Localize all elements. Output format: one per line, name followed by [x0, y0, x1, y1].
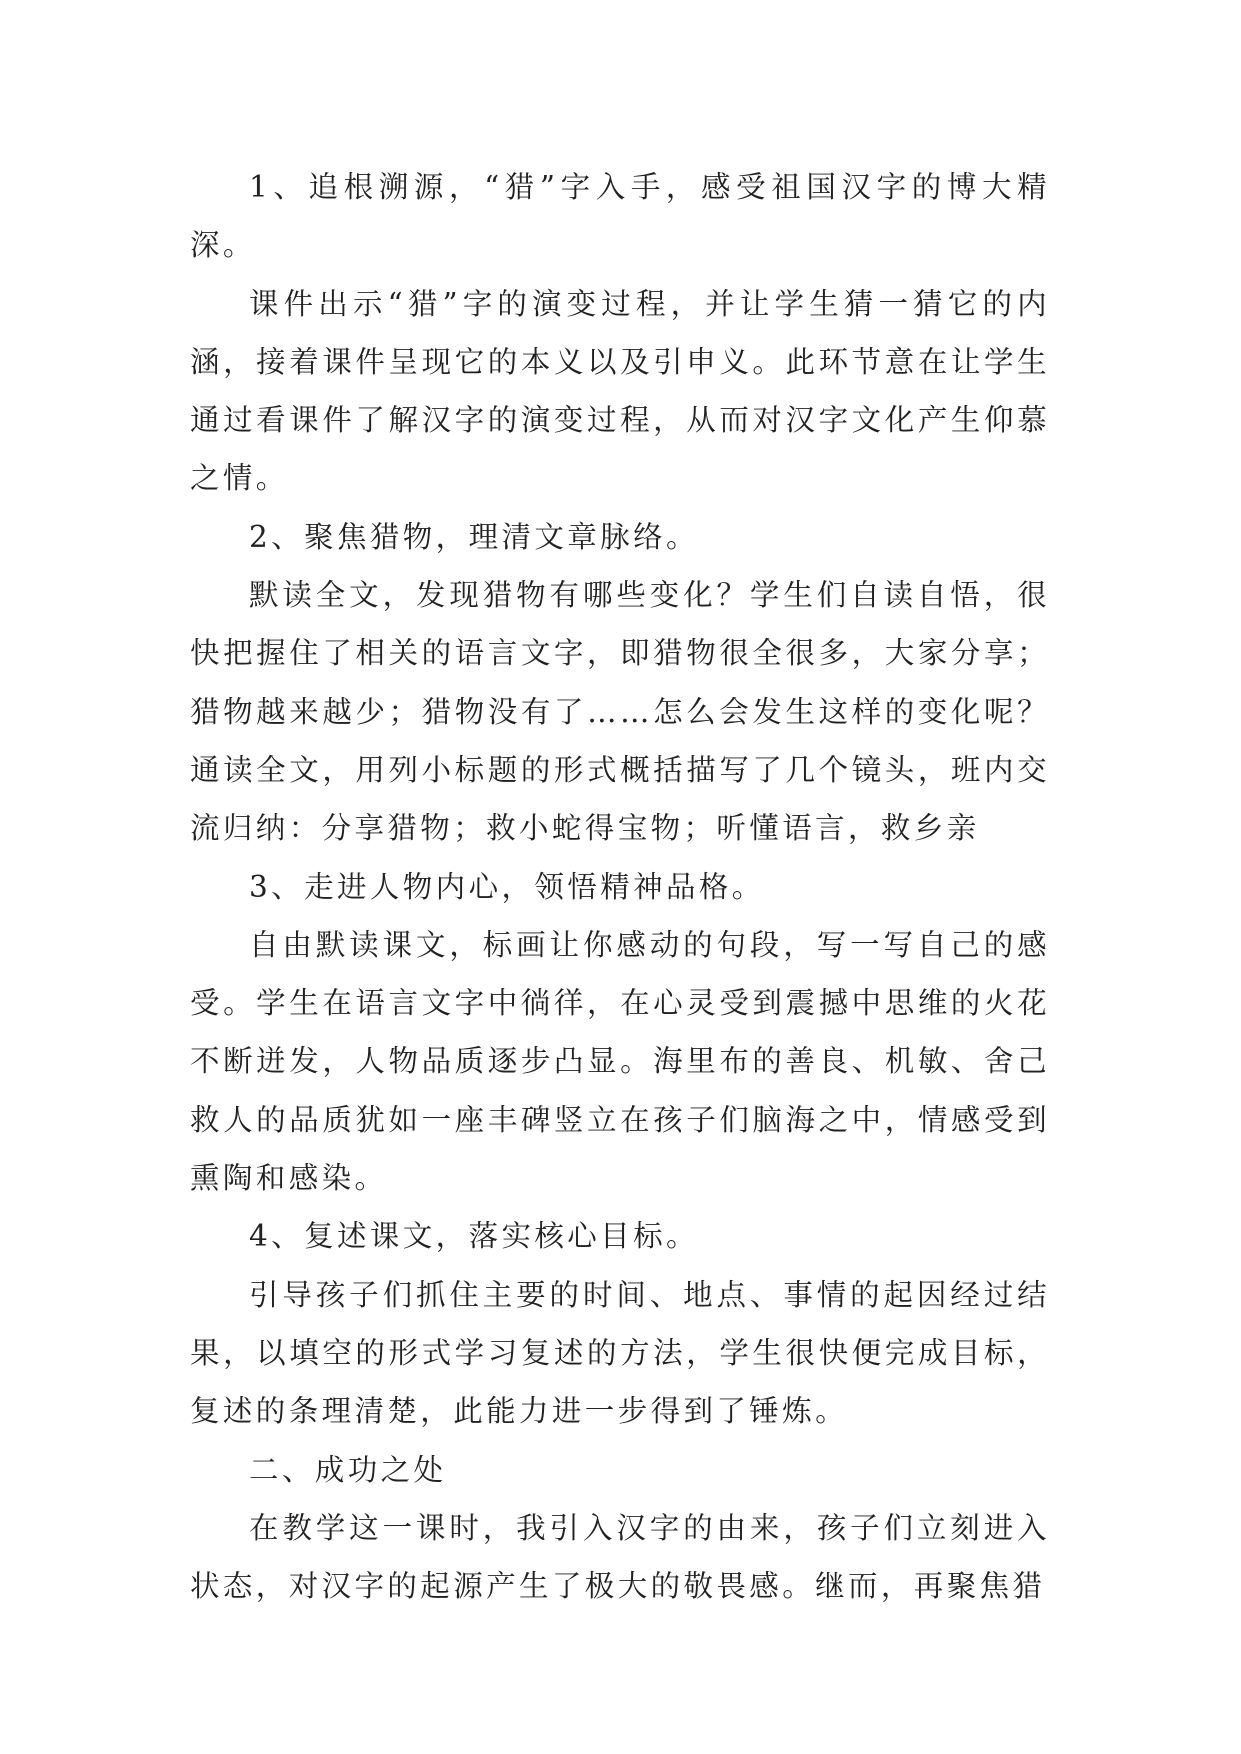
paragraph-step-1-body: 课件出示“猎”字的演变过程，并让学生猜一猜它的内涵，接着课件呈现它的本义以及引申义。此环节意在让学生通过看课件了解汉字的演变过程，从而对汉字文化产生仰慕之情。: [190, 286, 1050, 496]
paragraph-step-3-heading: 3、走进人物内心，领悟精神品格。: [249, 869, 765, 904]
paragraph-step-2-body: 默读全文，发现猎物有哪些变化？学生们自读自悟，很快把握住了相关的语言文字，即猎物很全很多，大家分享；猎物越来越少；猎物没有了……怎么会发生这样的变化呢？通读全文，用列小标题的形式概括描写了几个镜头，班内交流归纳：分享猎物；救小蛇得宝物；听懂语言，救乡亲: [190, 578, 1050, 846]
section-heading-success: 二、成功之处: [249, 1452, 447, 1487]
paragraph-step-3-body: 自由默读课文，标画让你感动的句段，写一写自己的感受。学生在语言文字中徜徉，在心灵受到震撼中思维的火花不断迸发，人物品质逐步凸显。海里布的善良、机敏、舍己救人的品质犹如一座丰碑竖立在孩子们脑海之中，情感受到熏陶和感染。: [190, 927, 1050, 1196]
paragraph-step-1-heading: 1、追根溯源，“猎”字入手，感受祖国汉字的博大精深。: [190, 170, 1050, 263]
paragraph-step-4-heading: 4、复述课文，落实核心目标。: [249, 1219, 699, 1254]
paragraph-step-2-heading: 2、聚焦猎物，理清文章脉络。: [249, 519, 699, 554]
document-body: [190, 158, 1050, 1615]
paragraph-step-4-body: 引导孩子们抓住主要的时间、地点、事情的起因经过结果，以填空的形式学习复述的方法，学生很快便完成目标，复述的条理清楚，此能力进一步得到了锤炼。: [190, 1277, 1050, 1429]
paragraph-success-body: 在教学这一课时，我引入汉字的由来，孩子们立刻进入状态，对汉字的起源产生了极大的敬畏感。继而，再聚焦猎: [190, 1510, 1050, 1604]
